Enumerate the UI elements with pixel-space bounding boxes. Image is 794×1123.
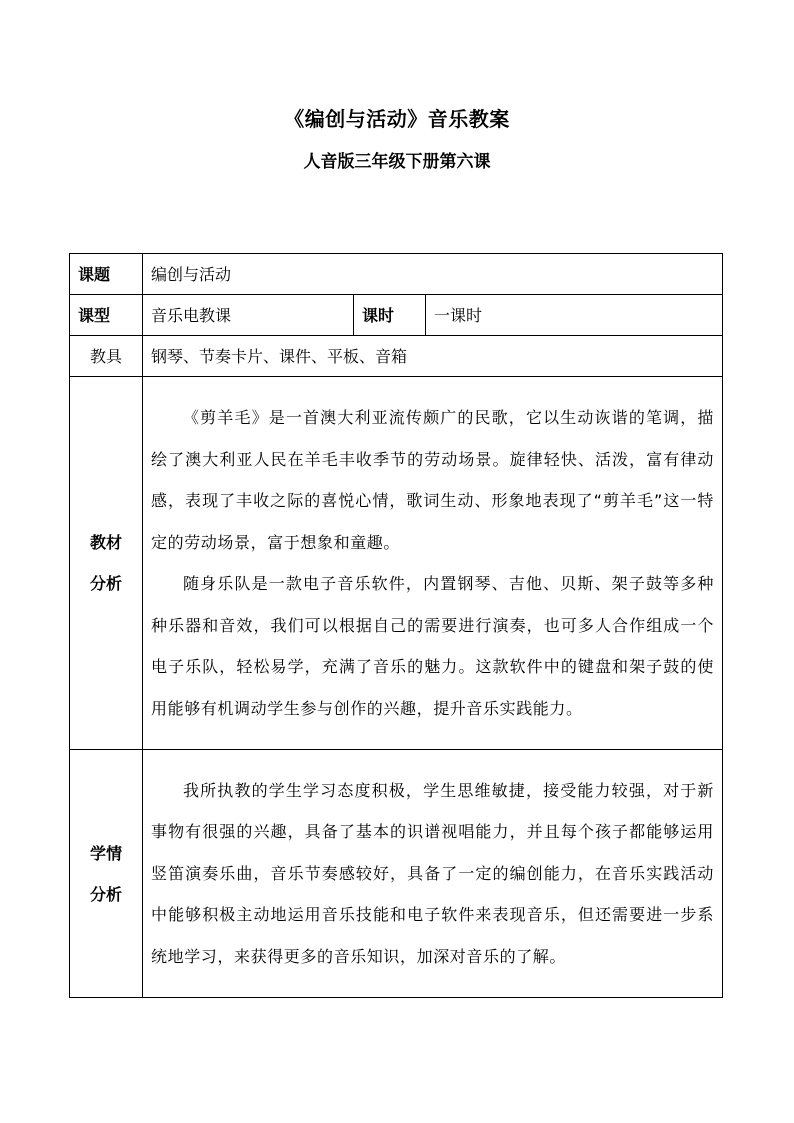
student-row — [70, 750, 723, 998]
material-paragraph-2: 随身乐队是一款电子音乐软件，内置钢琴、吉他、贝斯、架子鼓等多种种乐器和音效，我们可以根据自己的需要进行演奏，也可多人合作组成一个电子乐队，轻松易学，充满了音乐的魅力。这款软件中的键盘和架子鼓的使用能够有机调动学生参与创作的兴趣，提升音乐实践能力。 — [151, 574, 715, 718]
material-paragraph-1: 《剪羊毛》是一首澳大利亚流传颇广的民歌，它以生动诙谐的笔调，描绘了澳大利亚人民在羊毛丰收季节的劳动场景。旋律轻快、活泼，富有律动感，表现了丰收之际的喜悦心情，歌词生动、形象地表现了“剪羊毛”这一特定的劳动场景，富于想象和童趣。 — [151, 408, 715, 552]
topic-label: 课题 — [70, 254, 143, 295]
hours-label: 课时 — [354, 295, 426, 336]
tools-row — [70, 336, 723, 377]
type-row — [70, 295, 723, 336]
student-paragraph: 我所执教的学生学习态度积极，学生思维敏捷，接受能力较强，对于新事物有很强的兴趣，具备了基本的识谱视唱能力，并且每个孩子都能够运用竖笛演奏乐曲，音乐节奏感较好，具备了一定的编创能力，在音乐实践活动中能够积极主动地运用音乐技能和电子软件来表现音乐，但还需要进一步系统地学习，来获得更多的音乐知识，加深对音乐的了解。 — [151, 780, 715, 966]
material-label-line-1: 教材 — [89, 533, 122, 552]
type-label: 课型 — [70, 295, 143, 336]
topic-row — [70, 254, 723, 295]
student-label-line-2: 分析 — [89, 884, 122, 904]
material-row — [70, 377, 723, 750]
topic-value: 编创与活动 — [143, 254, 723, 295]
student-label — [70, 750, 143, 998]
hours-value: 一课时 — [426, 295, 723, 336]
lesson-plan-table — [69, 253, 723, 998]
material-label-line-2: 分析 — [89, 574, 122, 593]
document-subtitle: 人音版三年级下册第六课 — [303, 152, 491, 172]
material-analysis — [143, 377, 723, 750]
student-label-line-1: 学情 — [89, 843, 122, 863]
document-title: 《编创与活动》音乐教案 — [284, 107, 510, 131]
tools-value: 钢琴、节奏卡片、课件、平板、音箱 — [143, 336, 723, 377]
material-label — [70, 377, 143, 750]
type-value: 音乐电教课 — [143, 295, 354, 336]
student-analysis — [143, 750, 723, 998]
tools-label: 教具 — [70, 336, 143, 377]
